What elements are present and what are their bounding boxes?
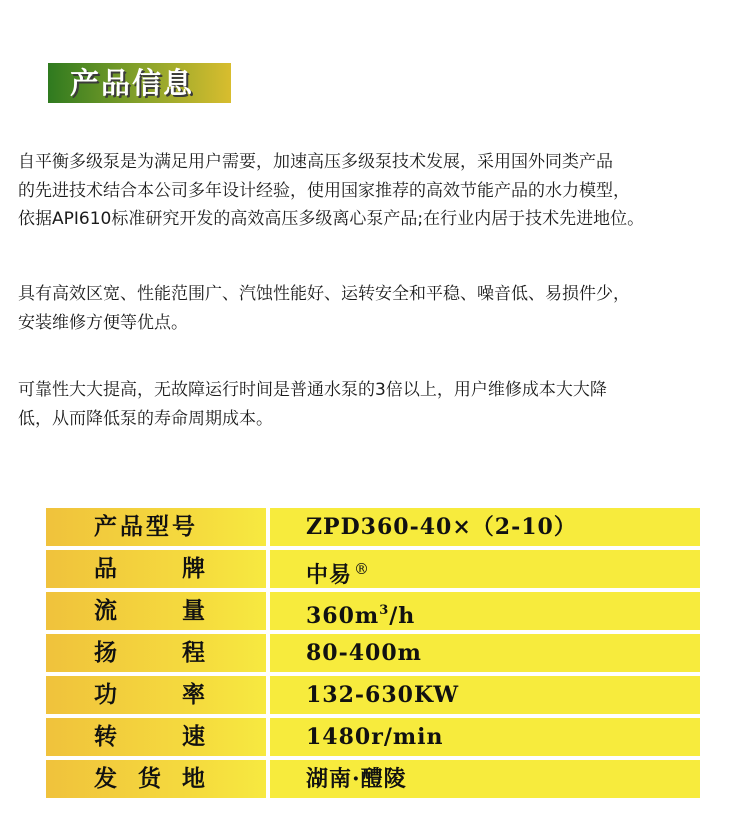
spec-label-cell xyxy=(46,550,266,588)
spec-value: 360m xyxy=(306,603,380,629)
spec-value-cell xyxy=(270,676,700,714)
spec-value-cell xyxy=(270,718,700,756)
spec-label-cell xyxy=(46,718,266,756)
spec-label-char: 牌 xyxy=(182,556,205,582)
paragraph-line: 自平衡多级泵是为满足用户需要，加速高压多级泵技术发展，采用国外同类产品 xyxy=(18,152,613,172)
spec-value-cell xyxy=(270,550,700,588)
paragraph-line: 依据API610标准研究开发的高效高压多级离心泵产品;在行业内居于技术先进地位。 xyxy=(18,209,645,229)
reliability-paragraph xyxy=(18,376,748,433)
spec-row-flow xyxy=(46,592,700,634)
spec-label-char: 货 xyxy=(138,766,161,792)
spec-label-char: 量 xyxy=(182,598,205,624)
spec-value-superscript: 3 xyxy=(379,603,390,618)
spec-value-cell xyxy=(270,634,700,672)
spec-value: 中易 xyxy=(306,562,353,588)
spec-value-cell xyxy=(270,592,700,630)
spec-label-char: 地 xyxy=(182,766,205,792)
spec-value: 80-400m xyxy=(306,640,422,666)
spec-value: ZPD360-40×（2-10） xyxy=(306,514,577,540)
spec-label-char: 功 xyxy=(94,682,117,708)
paragraph-line: 低，从而降低泵的寿命周期成本。 xyxy=(18,408,273,429)
spec-row-power xyxy=(46,676,700,718)
registered-mark: ® xyxy=(354,560,371,578)
paragraph-line: 可靠性大大提高，无故障运行时间是普通水泵的3倍以上，用户维修成本大大降 xyxy=(18,380,607,400)
spec-value: 1480r/min xyxy=(306,724,444,750)
paragraph-line: 的先进技术结合本公司多年设计经验，使用国家推荐的高效节能产品的水力模型， xyxy=(18,180,630,201)
spec-value-suffix: /h xyxy=(389,603,416,629)
spec-label-char: 扬 xyxy=(94,640,117,666)
spec-value-cell xyxy=(270,760,700,798)
spec-row-brand xyxy=(46,550,700,592)
spec-label-char: 率 xyxy=(182,682,205,708)
spec-label-cell xyxy=(46,676,266,714)
paragraph-line: 安装维修方便等优点。 xyxy=(18,312,188,333)
spec-label-cell xyxy=(46,634,266,672)
spec-row-model xyxy=(46,508,700,550)
spec-row-origin xyxy=(46,760,700,802)
spec-value: 132-630KW xyxy=(306,682,460,708)
spec-label-cell xyxy=(46,760,266,798)
spec-label-char: 转 xyxy=(94,724,117,750)
spec-label-cell xyxy=(46,508,266,546)
spec-table xyxy=(46,508,700,802)
spec-label-char: 品 xyxy=(94,556,117,582)
section-title: 产品信息 xyxy=(70,66,195,100)
spec-label-char: 流 xyxy=(94,598,117,624)
spec-label-cell xyxy=(46,592,266,630)
spec-value-cell xyxy=(270,508,700,546)
spec-row-head xyxy=(46,634,700,676)
features-paragraph xyxy=(18,280,748,337)
spec-value: 湖南·醴陵 xyxy=(306,766,407,792)
intro-paragraph xyxy=(18,148,748,234)
spec-label-char: 速 xyxy=(182,724,205,750)
spec-label: 产品型号 xyxy=(94,514,198,540)
spec-label-char: 发 xyxy=(94,766,117,792)
spec-label-char: 程 xyxy=(182,640,205,666)
spec-row-speed xyxy=(46,718,700,760)
paragraph-line: 具有高效区宽、性能范围广、汽蚀性能好、运转安全和平稳、噪音低、易损件少， xyxy=(18,284,630,304)
